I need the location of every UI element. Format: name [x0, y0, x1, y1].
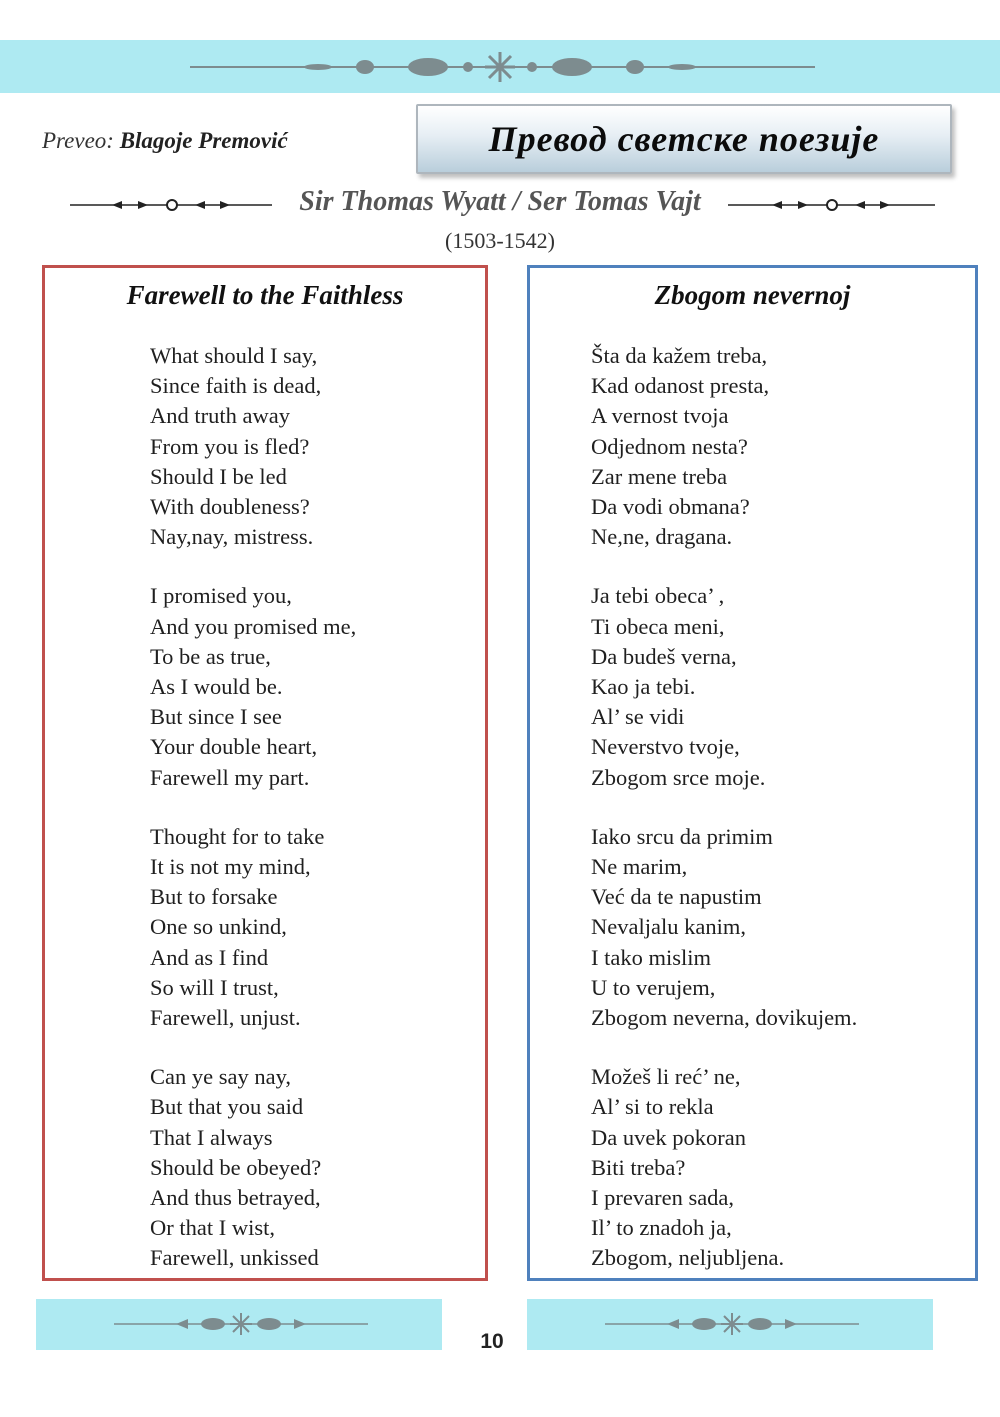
- translator-name: Blagoje Premović: [119, 128, 288, 153]
- poem-line: Šta da kažem treba,: [591, 343, 768, 368]
- stanza: [150, 1062, 356, 1273]
- poem-line: Nay,nay, mistress.: [150, 524, 314, 550]
- poem-line: Već da te napustim: [591, 884, 762, 910]
- poem-line: Neverstvo tvoje,: [591, 734, 740, 760]
- poem-line: Should I be led: [150, 463, 287, 489]
- poem-line: Da vodi obmana?: [591, 494, 750, 520]
- translator-credit: [42, 128, 288, 154]
- poem-line: Ja tebi obeca’ ,: [591, 583, 725, 609]
- poem-line: Your double heart,: [150, 734, 318, 760]
- page-number: 10: [480, 1330, 504, 1353]
- english-stanzas: [150, 341, 356, 1303]
- serbian-poem-box: [527, 265, 978, 1281]
- poem-line: I promised you,: [150, 583, 292, 609]
- stanza: [150, 822, 356, 1033]
- english-poem-title: Farewell to the Faithless: [126, 280, 404, 310]
- stanza: [591, 341, 857, 552]
- poem-line: Ne marim,: [591, 854, 688, 880]
- poem-line: Or that I wist,: [150, 1215, 275, 1241]
- poem-line: Ne,ne, dragana.: [591, 524, 733, 550]
- poem-line: Zbogom neverna, dovikujem.: [591, 1005, 858, 1031]
- poem-line: And as I find: [150, 944, 269, 970]
- poem-line: Da uvek pokoran: [591, 1124, 746, 1150]
- serbian-stanzas: [591, 341, 857, 1303]
- poem-line: Since faith is dead,: [150, 373, 322, 399]
- poem-line: Kao ja tebi.: [591, 674, 696, 700]
- flourish-ornament-icon: [36, 1299, 442, 1350]
- poem-line: One so unkind,: [150, 914, 287, 940]
- poem-line: Iako srcu da primim: [591, 823, 773, 849]
- stanza: [150, 341, 356, 552]
- poem-line: Al’ se vidi: [591, 704, 685, 730]
- poem-line: Can ye say nay,: [150, 1064, 291, 1090]
- serbian-poem-title: Zbogom nevernoj: [654, 280, 851, 310]
- poem-line: Should be obeyed?: [150, 1154, 322, 1180]
- section-banner: [416, 104, 952, 174]
- poem-line: Zar mene treba: [591, 463, 728, 489]
- poem-line: Biti treba?: [591, 1154, 686, 1180]
- poem-line: What should I say,: [150, 343, 318, 368]
- poem-line: To be as true,: [150, 643, 271, 669]
- flourish-ornament-icon: [0, 40, 1000, 93]
- poem-line: As I would be.: [150, 674, 283, 700]
- poem-line: Ti obeca meni,: [591, 613, 725, 639]
- poem-line: Farewell, unjust.: [150, 1005, 301, 1031]
- top-decorative-band: [0, 40, 1000, 93]
- stanza: [591, 581, 857, 792]
- poem-line: That I always: [150, 1124, 273, 1150]
- poem-line: Al’ si to rekla: [591, 1094, 714, 1120]
- poem-line: It is not my mind,: [150, 854, 311, 880]
- poem-line: A vernost tvoja: [591, 403, 729, 429]
- poem-line: Da budeš verna,: [591, 643, 737, 669]
- bottom-left-decorative-band: [36, 1299, 442, 1350]
- poem-line: And truth away: [150, 403, 290, 429]
- author-name-text: Sir Thomas Wyatt / Ser Tomas Vajt: [299, 186, 701, 217]
- banner-title: Превод светске поезије: [488, 119, 880, 159]
- bottom-right-decorative-band: [527, 1299, 933, 1350]
- poem-line: So will I trust,: [150, 974, 279, 1000]
- poem-line: Thought for to take: [150, 823, 325, 849]
- poem-line: But to forsake: [150, 884, 278, 910]
- poem-line: Il’ to znadoh ja,: [591, 1215, 732, 1241]
- poem-line: I tako mislim: [591, 944, 711, 970]
- poem-line: But since I see: [150, 704, 282, 730]
- flourish-ornament-icon: [527, 1299, 933, 1350]
- poem-line: Kad odanost presta,: [591, 373, 770, 399]
- stanza: [591, 822, 857, 1033]
- poem-line: Nevaljalu kanim,: [591, 914, 746, 940]
- poem-line: And thus betrayed,: [150, 1185, 321, 1211]
- poem-line: U to verujem,: [591, 974, 716, 1000]
- stanza: [150, 581, 356, 792]
- poem-line: Zbogom srce moje.: [591, 764, 766, 790]
- poem-line: Odjednom nesta?: [591, 433, 748, 459]
- poem-line: Farewell, unkissed: [150, 1245, 319, 1271]
- poem-line: But that you said: [150, 1094, 304, 1120]
- poem-line: I prevaren sada,: [591, 1185, 735, 1211]
- poem-line: From you is fled?: [150, 433, 310, 459]
- stanza: [591, 1062, 857, 1273]
- poem-line: Farewell my part.: [150, 764, 310, 790]
- poem-line: And you promised me,: [150, 613, 357, 639]
- credit-label: Preveo:: [42, 128, 114, 153]
- poem-line: Zbogom, neljubljena.: [591, 1245, 785, 1271]
- author-name: [0, 186, 1000, 218]
- english-poem-box: [42, 265, 488, 1281]
- author-years: (1503-1542): [445, 228, 555, 253]
- poem-line: With doubleness?: [150, 494, 310, 520]
- poem-line: Možeš li reć’ ne,: [591, 1064, 741, 1090]
